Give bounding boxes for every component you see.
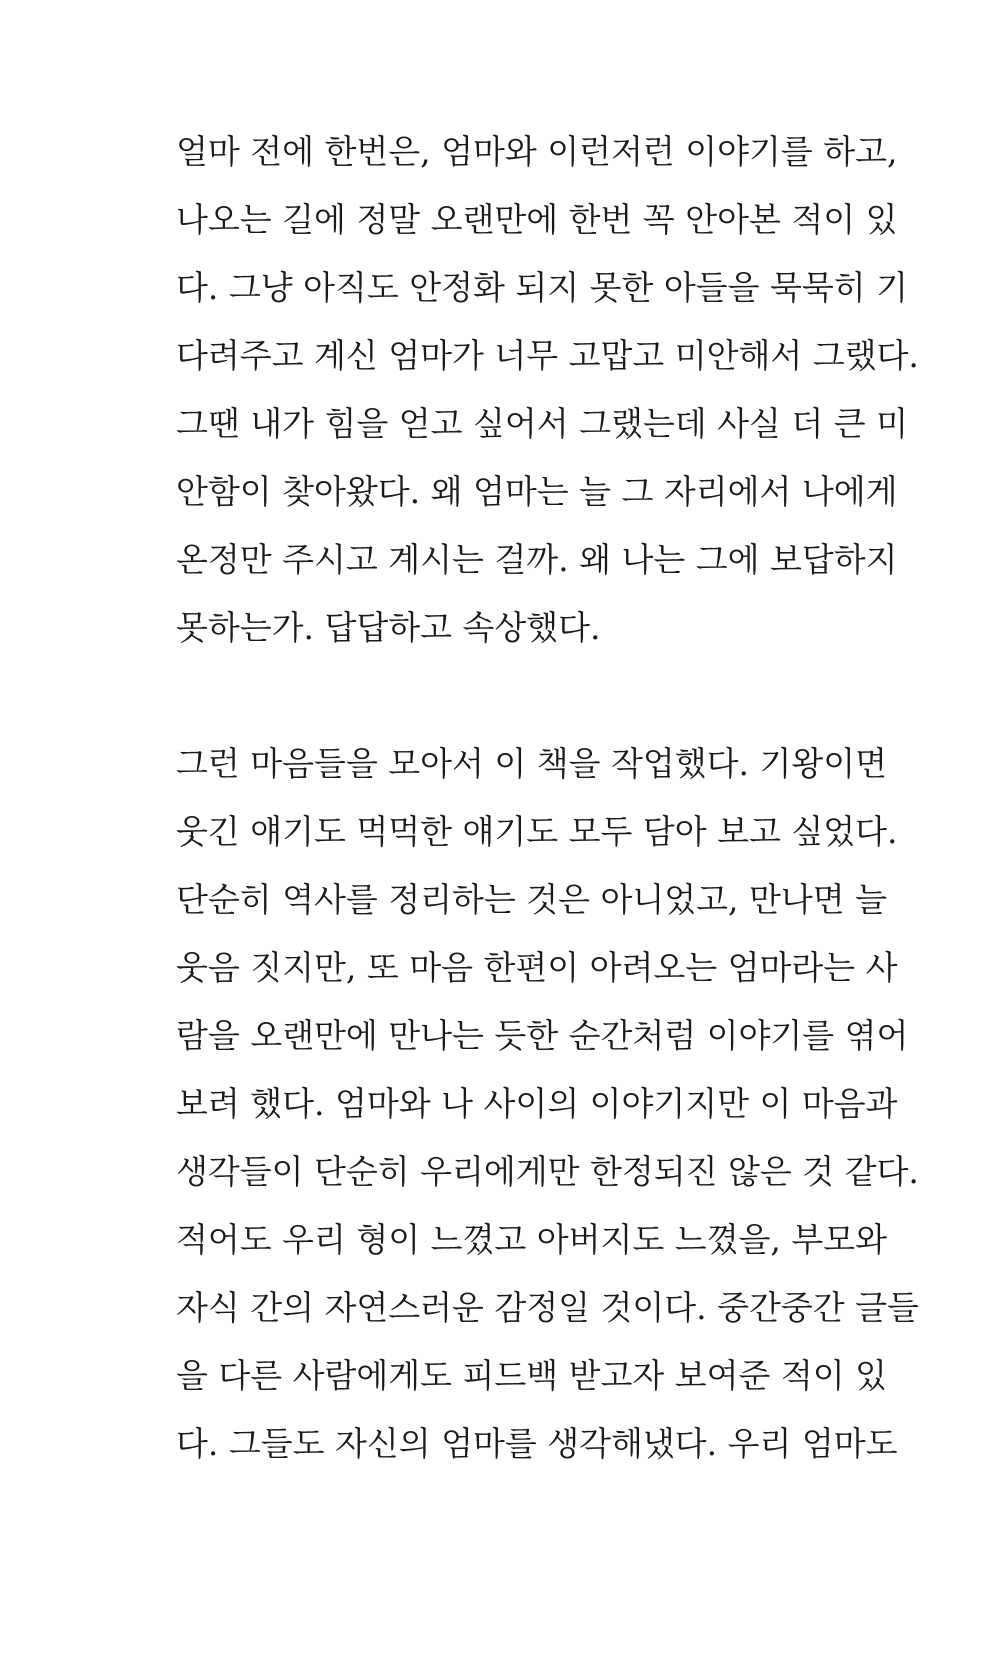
- text-line: 자식 간의 자연스러운 감정일 것이다. 중간중간 글들: [176, 1288, 919, 1327]
- text-line: 다. 그냥 아직도 안정화 되지 못한 아들을 묵묵히 기: [176, 268, 908, 307]
- text-line: 온정만 주시고 계시는 걸까. 왜 나는 그에 보답하지: [176, 540, 898, 579]
- text-line: 단순히 역사를 정리하는 것은 아니었고, 만나면 늘: [176, 880, 887, 919]
- text-line: 을 다른 사람에게도 피드백 받고자 보여준 적이 있: [176, 1356, 887, 1395]
- text-line: 웃긴 얘기도 먹먹한 얘기도 모두 담아 보고 싶었다.: [176, 812, 898, 851]
- paragraph-2: [176, 730, 919, 1478]
- text-line: 람을 오랜만에 만나는 듯한 순간처럼 이야기를 엮어: [176, 1016, 909, 1055]
- text-line: 나오는 길에 정말 오랜만에 한번 꼭 안아본 적이 있: [176, 200, 898, 239]
- text-line: 안함이 찾아왔다. 왜 엄마는 늘 그 자리에서 나에게: [176, 472, 898, 511]
- text-line: 그런 마음들을 모아서 이 책을 작업했다. 기왕이면: [176, 744, 887, 783]
- text-line: 얼마 전에 한번은, 엄마와 이런저런 이야기를 하고,: [176, 132, 898, 171]
- text-line: 적어도 우리 형이 느꼈고 아버지도 느꼈을, 부모와: [176, 1220, 887, 1259]
- text-line: 보려 했다. 엄마와 나 사이의 이야기지만 이 마음과: [176, 1084, 898, 1123]
- text-line: 생각들이 단순히 우리에게만 한정되진 않은 것 같다.: [176, 1152, 919, 1191]
- text-line: 웃음 짓지만, 또 마음 한편이 아려오는 엄마라는 사: [176, 948, 898, 987]
- paragraph-1: [176, 118, 919, 662]
- text-line: 못하는가. 답답하고 속상했다.: [176, 608, 601, 647]
- text-line: 다려주고 계신 엄마가 너무 고맙고 미안해서 그랬다.: [176, 336, 919, 375]
- text-line: 다. 그들도 자신의 엄마를 생각해냈다. 우리 엄마도: [176, 1424, 898, 1463]
- text-line: 그땐 내가 힘을 얻고 싶어서 그랬는데 사실 더 큰 미: [176, 404, 908, 443]
